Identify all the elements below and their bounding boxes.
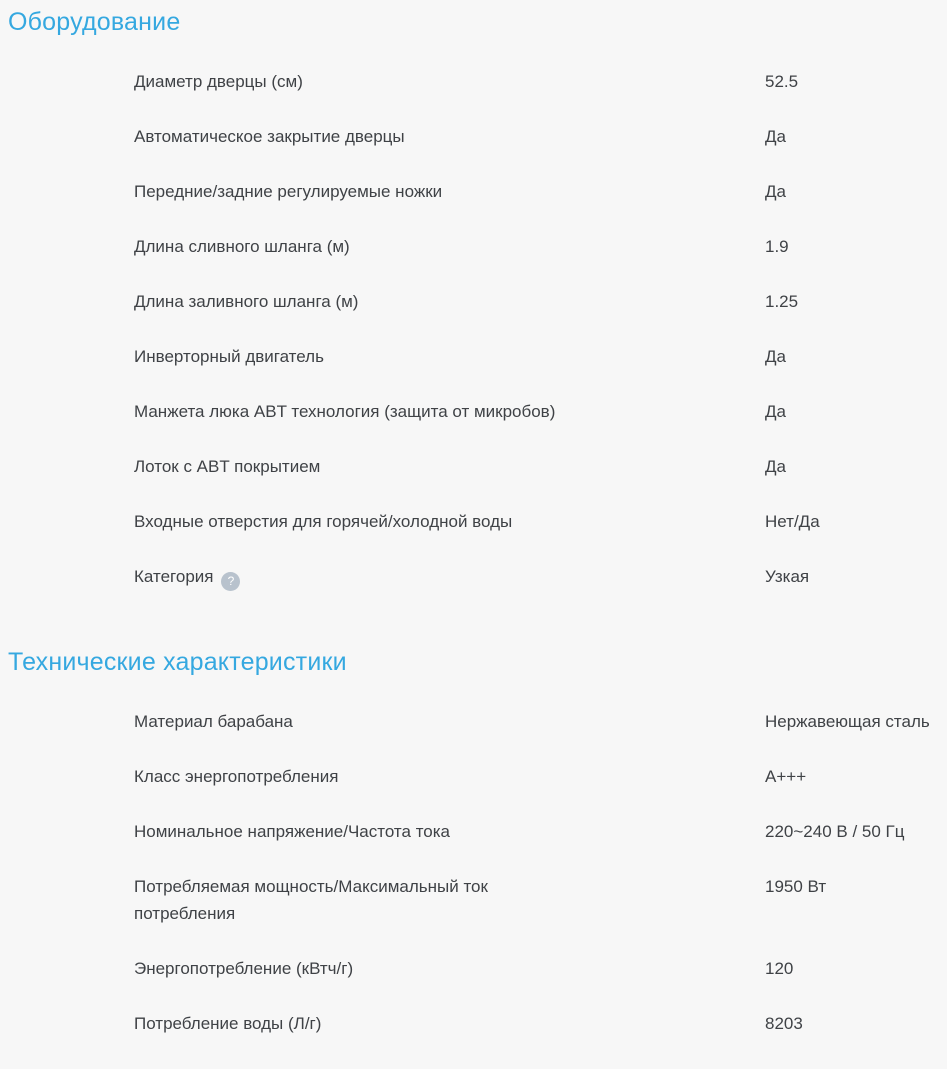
spec-label: Потребляемая мощность/Максимальный ток потребления xyxy=(134,877,488,923)
spec-label: Манжета люка ABT технология (защита от микробов) xyxy=(134,402,556,421)
section-technical-specs xyxy=(0,640,947,1051)
help-question-icon[interactable]: ? xyxy=(221,572,240,591)
spec-value: 1.25 xyxy=(765,292,799,311)
spec-value: Да xyxy=(765,457,786,476)
spec-row-water-inlets xyxy=(134,494,947,549)
section-title-technical: Технические характеристики xyxy=(8,648,347,676)
spec-value: Нет/Да xyxy=(765,512,820,531)
spec-label: Потребление воды (Л/г) xyxy=(134,1014,322,1033)
spec-value: Да xyxy=(765,402,786,421)
spec-label: Инверторный двигатель xyxy=(134,347,324,366)
spec-rows xyxy=(0,54,947,605)
spec-row-door-diameter xyxy=(134,54,947,109)
spec-label: Материал барабана xyxy=(134,712,293,731)
spec-row-energy-class xyxy=(134,749,947,804)
spec-row-auto-door-close xyxy=(134,109,947,164)
spec-value: 120 xyxy=(765,959,794,978)
spec-row-category xyxy=(134,549,947,605)
spec-label: Диаметр дверцы (см) xyxy=(134,72,303,91)
spec-label: Класс энергопотребления xyxy=(134,767,339,786)
spec-label: Длина заливного шланга (м) xyxy=(134,292,359,311)
spec-row-voltage-frequency xyxy=(134,804,947,859)
spec-row-inlet-hose-length xyxy=(134,274,947,329)
spec-label: Автоматическое закрытие дверцы xyxy=(134,127,405,146)
spec-value: Да xyxy=(765,182,786,201)
spec-value: Да xyxy=(765,127,786,146)
spec-value: 1950 Вт xyxy=(765,877,827,896)
spec-label: Длина сливного шланга (м) xyxy=(134,237,350,256)
spec-value: 8203 xyxy=(765,1014,803,1033)
spec-rows xyxy=(0,694,947,1051)
spec-label: Лоток с ABT покрытием xyxy=(134,457,321,476)
spec-value: A+++ xyxy=(765,767,807,786)
spec-value: 1.9 xyxy=(765,237,789,256)
section-title-equipment: Оборудование xyxy=(8,8,181,36)
spec-value: 220~240 В / 50 Гц xyxy=(765,822,905,841)
spec-label: Категория xyxy=(134,567,214,586)
spec-row-energy-per-year xyxy=(134,941,947,996)
spec-row-drain-hose-length xyxy=(134,219,947,274)
spec-value: Узкая xyxy=(765,567,810,586)
spec-row-abt-tray xyxy=(134,439,947,494)
spec-value: Да xyxy=(765,347,786,366)
spec-row-adjustable-feet xyxy=(134,164,947,219)
spec-value: Нержавеющая сталь xyxy=(765,712,930,731)
spec-label: Энергопотребление (кВтч/г) xyxy=(134,959,354,978)
spec-row-power-consumption xyxy=(134,859,947,941)
spec-value: 52.5 xyxy=(765,72,799,91)
spec-label: Номинальное напряжение/Частота тока xyxy=(134,822,451,841)
spec-label: Передние/задние регулируемые ножки xyxy=(134,182,443,201)
spec-label-with-help xyxy=(134,563,765,591)
spec-label: Входные отверстия для горячей/холодной воды xyxy=(134,512,513,531)
spec-row-abt-gasket xyxy=(134,384,947,439)
spec-row-inverter-motor xyxy=(134,329,947,384)
spec-row-drum-material xyxy=(134,694,947,749)
spec-row-water-per-year xyxy=(134,996,947,1051)
